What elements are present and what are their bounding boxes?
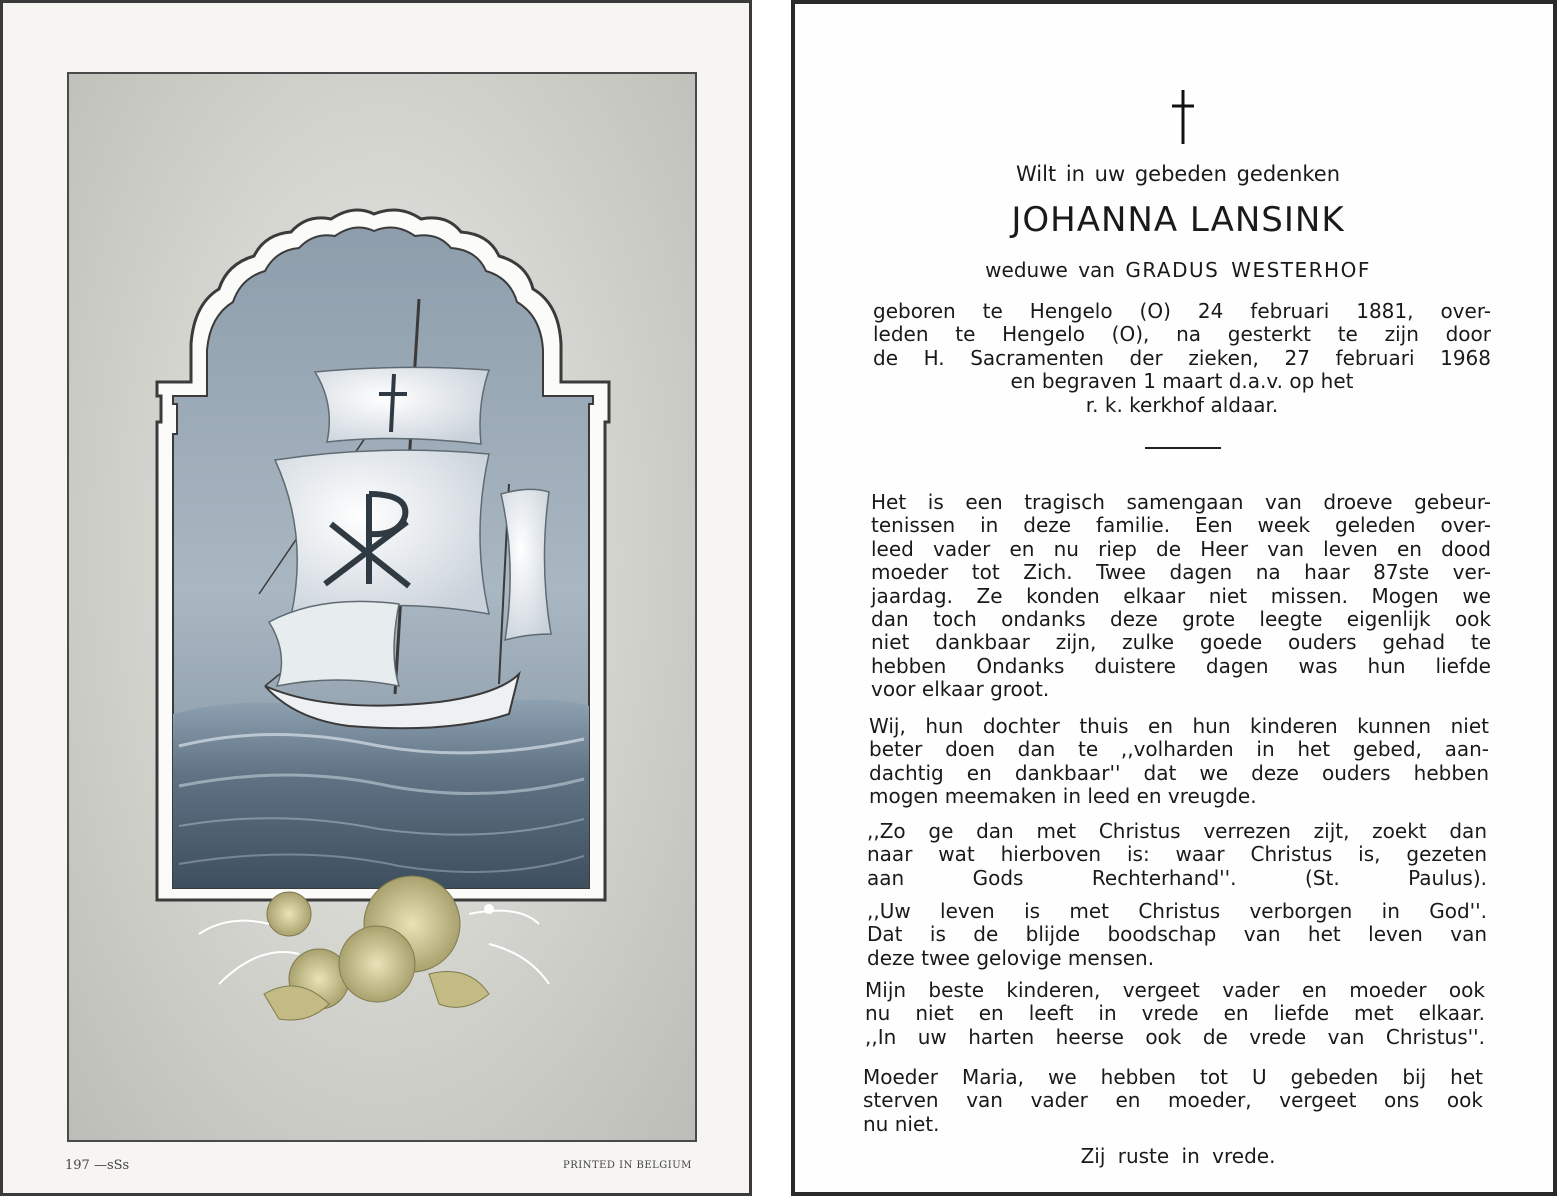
print-number: 197 —sSs xyxy=(65,1158,130,1173)
paragraph-farewell xyxy=(865,979,1485,1049)
bio-line: de H. Sacramenten der zieken, 27 februari 1968 xyxy=(873,345,1491,370)
text-line: ,,Uw leven is met Christus verborgen in God''. xyxy=(867,899,1487,923)
text-line: nu niet en leeft in vrede en liefde met elkaar. xyxy=(865,1001,1485,1026)
ship-illustration xyxy=(69,74,697,1142)
text-line: mogen meemaken in leed en vreugde. xyxy=(869,784,1257,809)
spouse-name: GRADUS WESTERHOF xyxy=(1125,258,1371,282)
deceased-name: JOHANNA LANSINK xyxy=(1011,200,1345,240)
devotional-illustration xyxy=(67,72,697,1142)
prayer-card-front xyxy=(0,0,752,1196)
biography xyxy=(873,300,1491,417)
text-line: tenissen in deze familie. Een week geleden over- xyxy=(871,513,1491,538)
text-line: dachtig en dankbaar'' dat we deze ouders hebben xyxy=(869,760,1489,785)
text-line: Mijn beste kinderen, vergeet vader en moeder ook xyxy=(865,978,1485,1002)
bio-line: r. k. kerkhof aldaar. xyxy=(1085,392,1279,417)
bio-line: geboren te Hengelo (O) 24 februari 1881, over- xyxy=(873,299,1491,323)
bio-line: leden te Hengelo (O), na gesterkt te zijn door xyxy=(873,322,1491,347)
cross-icon xyxy=(1171,88,1195,146)
text-line: nu niet. xyxy=(863,1111,940,1136)
widow-prefix: weduwe van xyxy=(985,258,1115,282)
text-line: dan toch ondanks deze grote leegte eigenlijk ook xyxy=(871,607,1491,632)
prayer-card-back xyxy=(791,0,1557,1196)
text-line: naar wat hierboven is: waar Christus is, gezeten xyxy=(867,842,1487,867)
text-line: deze twee gelovige mensen. xyxy=(867,945,1155,970)
paragraph-children xyxy=(869,715,1489,809)
paragraph-scripture xyxy=(867,820,1487,890)
text-line: sterven van vader en moeder, vergeet ons ook xyxy=(863,1088,1483,1113)
printer-mark: PRINTED IN BELGIUM xyxy=(563,1160,692,1171)
text-line: hebben Ondanks duistere dagen was hun liefde xyxy=(871,653,1491,678)
scripture-quote-end: aan Gods Rechterhand''. xyxy=(867,865,1237,890)
bio-line: en begraven 1 maart d.a.v. op het xyxy=(1010,369,1354,394)
text-line: niet dankbaar zijn, zulke goede ouders gehad te xyxy=(871,630,1491,655)
paragraph-tribute xyxy=(871,491,1491,702)
text-line: Moeder Maria, we hebben tot U gebeden bij het xyxy=(863,1065,1483,1089)
text-line: ,,Zo ge dan met Christus verrezen zijt, zoekt dan xyxy=(867,819,1487,843)
text-line: Dat is de blijde boodschap van het leven van xyxy=(867,922,1487,947)
text-line xyxy=(867,867,1487,890)
divider xyxy=(1145,447,1221,449)
text-line: Het is een tragisch samengaan van droeve gebeur- xyxy=(871,490,1491,514)
paragraph-message xyxy=(867,900,1487,970)
text-line: Wij, hun dochter thuis en hun kinderen kunnen niet xyxy=(869,714,1489,738)
scripture-source: (St. Paulus). xyxy=(1304,865,1488,890)
text-line: jaardag. Ze konden elkaar niet missen. Mogen we xyxy=(871,583,1491,608)
text-line: moeder tot Zich. Twee dagen na haar 87ste ver- xyxy=(871,560,1491,585)
intro-line: Wilt in uw gebeden gedenken xyxy=(1015,162,1341,186)
closing-line: Zij ruste in vrede. xyxy=(1080,1144,1276,1168)
text-line: beter doen dan te ,,volharden in het gebed, aan- xyxy=(869,737,1489,762)
widow-line xyxy=(795,258,1557,282)
paragraph-prayer xyxy=(863,1066,1483,1136)
text-line: voor elkaar groot. xyxy=(871,677,1050,702)
text-line: ,,In uw harten heerse ook de vrede van Christus''. xyxy=(865,1024,1485,1049)
text-line: leed vader en nu riep de Heer van leven en dood xyxy=(871,536,1491,561)
